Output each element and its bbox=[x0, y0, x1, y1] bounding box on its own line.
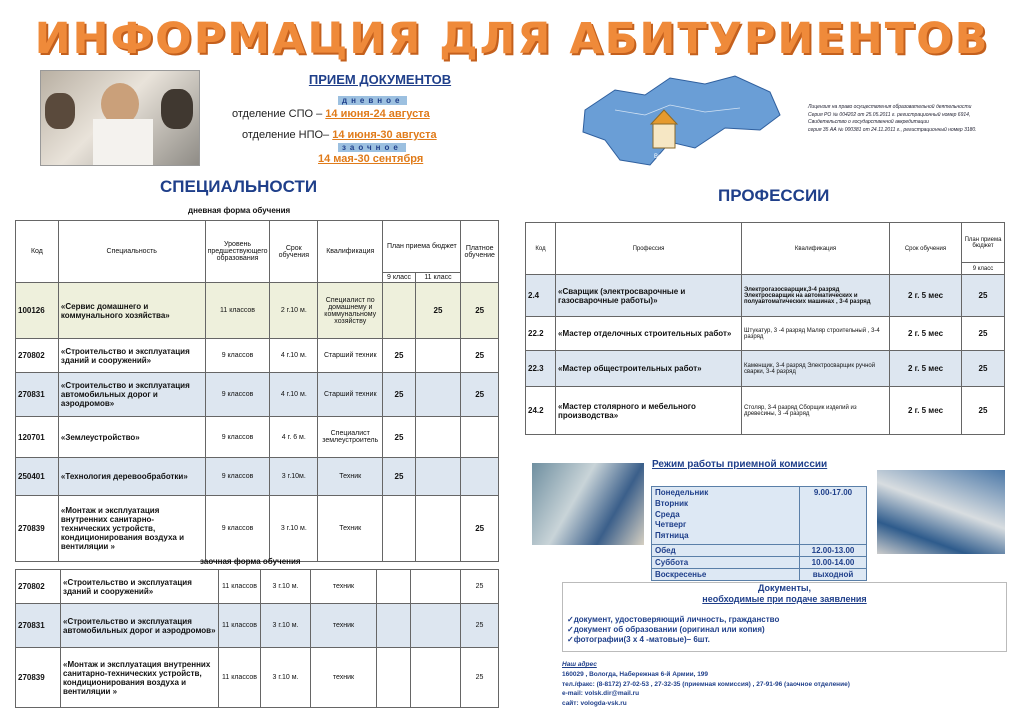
page-title: ИНФОРМАЦИЯ ДЛЯ АБИТУРИЕНТОВ bbox=[34, 14, 990, 64]
cell-plan11 bbox=[415, 339, 461, 373]
spo-label: отделение СПО – bbox=[232, 108, 323, 120]
cell-name: «Мастер отделочных строительных работ» bbox=[556, 317, 742, 351]
cell-code: 120701 bbox=[16, 417, 59, 458]
table-row bbox=[526, 317, 1005, 351]
schedule-row bbox=[652, 545, 867, 557]
cell-code: 22.3 bbox=[526, 351, 556, 387]
col-header: 9 класс bbox=[383, 273, 415, 283]
cell-term: 2 г. 5 мес bbox=[890, 317, 962, 351]
corr-dates: 14 мая-30 сентября bbox=[318, 153, 424, 165]
regime-title: Режим работы приемной комиссии bbox=[652, 459, 828, 470]
region-map bbox=[575, 70, 785, 178]
cell-name: «Монтаж и эксплуатация внутренних санитарно-технических устройств, кондиционирования воздуха и вентиляции » bbox=[61, 648, 219, 708]
computer-class-photo bbox=[877, 470, 1005, 554]
cell-plan11 bbox=[415, 496, 461, 562]
cell-plan: 25 bbox=[962, 317, 1005, 351]
cell-plan11: 25 bbox=[415, 283, 461, 339]
license-info bbox=[808, 104, 1008, 134]
cell-qual: техник bbox=[311, 648, 377, 708]
saturday-label: Суббота bbox=[652, 557, 800, 569]
cell-empty bbox=[411, 570, 461, 604]
col-header: 11 класс bbox=[415, 273, 461, 283]
correspondence-table bbox=[15, 569, 499, 708]
weekdays: Понедельник Вторник Среда Четверг Пятница bbox=[652, 487, 800, 545]
schedule-row bbox=[652, 487, 867, 545]
license-line: серия 35 АА № 000381 от 24.11.2011 г., регистрационный номер 3180. bbox=[808, 126, 977, 133]
cell-name: «Строительство и эксплуатация автомобильных дорог и аэродромов» bbox=[58, 373, 205, 417]
cell-paid: 25 bbox=[461, 604, 499, 648]
cell-plan: 25 bbox=[962, 387, 1005, 435]
cell-term: 2 г. 5 мес bbox=[890, 351, 962, 387]
col-header: Платное обучение bbox=[461, 221, 499, 283]
cell-paid: 25 bbox=[461, 570, 499, 604]
cell-name: «Сварщик (электросварочные и газосварочные работы)» bbox=[556, 275, 742, 317]
col-header: Профессия bbox=[556, 223, 742, 275]
cell-term: 2 г.10 м. bbox=[270, 283, 318, 339]
admission-heading: ПРИЕМ ДОКУМЕНТОВ bbox=[308, 72, 452, 87]
cell-qual: Специалист землеустроитель bbox=[318, 417, 383, 458]
table-row bbox=[16, 417, 499, 458]
spo-dates: 14 июня-24 августа bbox=[325, 108, 430, 120]
check-icon: ✓ bbox=[567, 635, 574, 645]
cell-name: «Землеустройство» bbox=[58, 417, 205, 458]
cell-qual: Штукатур, 3 -4 разряд Маляр строительный , 3-4 разряд bbox=[742, 317, 890, 351]
cell-level: 11 классов bbox=[205, 283, 270, 339]
document-item: документ об образовании (оригинал или копия) bbox=[573, 624, 765, 634]
cell-name: «Монтаж и эксплуатация внутренних санитарно-технических устройств, кондиционирования воздуха и вентиляции » bbox=[58, 496, 205, 562]
col-header: Уровень предшествующего образования bbox=[205, 221, 270, 283]
table-row bbox=[16, 458, 499, 496]
cell-term: 3 г.10 м. bbox=[270, 496, 318, 562]
cell-code: 2.4 bbox=[526, 275, 556, 317]
table-row bbox=[526, 351, 1005, 387]
cell-term: 4 г. 6 м. bbox=[270, 417, 318, 458]
list-item bbox=[567, 635, 1006, 645]
license-line: Свидетельство о государственной аккредитации bbox=[808, 119, 929, 125]
cell-name: «Сервис домашнего и коммунального хозяйства» bbox=[58, 283, 205, 339]
table-row bbox=[16, 339, 499, 373]
cell-name: «Мастер столярного и мебельного производства» bbox=[556, 387, 742, 435]
address-block bbox=[562, 660, 850, 709]
cell-code: 270831 bbox=[16, 604, 61, 648]
cell-name: «Строительство и эксплуатация зданий и сооружений» bbox=[58, 339, 205, 373]
table-row bbox=[526, 275, 1005, 317]
npo-row bbox=[242, 129, 437, 141]
map-city-label: Вологда bbox=[654, 154, 677, 160]
day-mode-label: дневное bbox=[338, 96, 407, 105]
cell-term: 3 г.10 м. bbox=[261, 604, 311, 648]
cell-code: 270839 bbox=[16, 496, 59, 562]
specialties-table bbox=[15, 220, 499, 562]
table-row bbox=[16, 648, 499, 708]
cell-plan9: 25 bbox=[383, 339, 415, 373]
cell-code: 22.2 bbox=[526, 317, 556, 351]
cell-paid: 25 bbox=[461, 339, 499, 373]
cell-code: 270831 bbox=[16, 373, 59, 417]
correspondence-mode-label: заочное bbox=[338, 143, 406, 152]
col-header: Срок обучения bbox=[270, 221, 318, 283]
list-item bbox=[567, 625, 1006, 635]
students-photo bbox=[40, 70, 200, 166]
col-header: План приема бюджет bbox=[962, 223, 1005, 263]
phone-line: тел./факс: (8-8172) 27-02-53 , 27-32-35 (приемная комиссия) , 27-91-96 (заочное отделение) bbox=[562, 680, 850, 688]
check-icon: ✓ bbox=[567, 614, 574, 624]
cell-level: 9 классов bbox=[205, 496, 270, 562]
cell-paid bbox=[461, 417, 499, 458]
col-header: План приема бюджет bbox=[383, 221, 461, 273]
lunch-label: Обед bbox=[652, 545, 800, 557]
cell-plan: 25 bbox=[962, 351, 1005, 387]
cell-code: 100126 bbox=[16, 283, 59, 339]
cell-code: 24.2 bbox=[526, 387, 556, 435]
cell-name: «Строительство и эксплуатация автомобильных дорог и аэродромов» bbox=[61, 604, 219, 648]
schedule-row bbox=[652, 557, 867, 569]
cell-paid: 25 bbox=[461, 373, 499, 417]
cell-paid: 25 bbox=[461, 496, 499, 562]
professions-title: ПРОФЕССИИ bbox=[718, 186, 830, 205]
document-item: документ, удостоверяющий личность, гражданство bbox=[573, 614, 780, 624]
cell-qual: Каменщик, 3-4 разряд Электросварщик ручной сварки, 3-4 разряд bbox=[742, 351, 890, 387]
sunday-label: Воскресенье bbox=[652, 569, 800, 581]
address-line: 160029 , Вологда, Набережная 6-й Армии, 199 bbox=[562, 670, 709, 678]
npo-dates: 14 июня-30 августа bbox=[332, 129, 437, 141]
col-header: Квалификация bbox=[742, 223, 890, 275]
cell-empty bbox=[411, 604, 461, 648]
col-header: Код bbox=[16, 221, 59, 283]
cell-code: 270802 bbox=[16, 339, 59, 373]
cell-term: 4 г.10 м. bbox=[270, 373, 318, 417]
cell-code: 270839 bbox=[16, 648, 61, 708]
cell-plan9: 25 bbox=[383, 417, 415, 458]
documents-box bbox=[562, 582, 1007, 652]
cell-level: 11 классов bbox=[219, 570, 261, 604]
cell-level: 9 классов bbox=[205, 458, 270, 496]
email-link[interactable]: e-mail: volsk.dir@mail.ru bbox=[562, 690, 640, 698]
cell-plan11 bbox=[415, 373, 461, 417]
cell-qual: Столяр, 3-4 разряд Сборщик изделий из древесины, 3 -4 разряд bbox=[742, 387, 890, 435]
cell-term: 2 г. 5 мес bbox=[890, 387, 962, 435]
cell-term: 2 г. 5 мес bbox=[890, 275, 962, 317]
cell-term: 3 г.10м. bbox=[270, 458, 318, 496]
cell-empty bbox=[377, 570, 411, 604]
cell-level: 9 классов bbox=[205, 373, 270, 417]
license-line: Лицензия на право осуществления образовательной деятельности bbox=[808, 104, 972, 110]
cell-code: 250401 bbox=[16, 458, 59, 496]
cell-name: «Технология деревообработки» bbox=[58, 458, 205, 496]
cell-qual: Специалист по домашнему и коммунальному хозяйству bbox=[318, 283, 383, 339]
license-line: Серия РО № 004202 от 25.05.2011 г. регистрационный номер 6914, bbox=[808, 111, 971, 118]
col-header: Код bbox=[526, 223, 556, 275]
schedule-table bbox=[651, 486, 867, 581]
check-icon: ✓ bbox=[567, 624, 574, 634]
cell-plan11 bbox=[415, 458, 461, 496]
cell-name: «Мастер общестроительных работ» bbox=[556, 351, 742, 387]
cell-level: 11 классов bbox=[219, 604, 261, 648]
cell-empty bbox=[377, 648, 411, 708]
table-row bbox=[16, 283, 499, 339]
cell-qual: Техник bbox=[318, 458, 383, 496]
table-row bbox=[16, 373, 499, 417]
specialties-title: СПЕЦИАЛЬНОСТИ bbox=[160, 177, 318, 196]
col-header: 9 класс bbox=[962, 263, 1005, 275]
correspondence-form-label: заочная форма обучения bbox=[200, 557, 301, 566]
cell-level: 11 классов bbox=[219, 648, 261, 708]
cell-empty bbox=[377, 604, 411, 648]
cell-qual: техник bbox=[311, 604, 377, 648]
cell-qual: Старший техник bbox=[318, 373, 383, 417]
cell-level: 9 классов bbox=[205, 339, 270, 373]
list-item bbox=[567, 615, 1006, 625]
weekday-hours: 9.00-17.00 bbox=[800, 487, 867, 545]
cell-plan9: 25 bbox=[383, 373, 415, 417]
schedule-row bbox=[652, 569, 867, 581]
table-row bbox=[526, 387, 1005, 435]
documents-list bbox=[567, 615, 1006, 646]
cell-plan9 bbox=[383, 496, 415, 562]
cell-qual: Электрогазосварщик,3-4 разряд Электросварщик на автоматических и полуавтоматических машинах , 3-4 разряд bbox=[742, 275, 890, 317]
cell-code: 270802 bbox=[16, 570, 61, 604]
document-item: фотографии(3 х 4 -матовые)– 6шт. bbox=[573, 635, 710, 645]
cell-term: 3 г.10 м. bbox=[261, 570, 311, 604]
cell-qual: Старший техник bbox=[318, 339, 383, 373]
cell-plan11 bbox=[415, 417, 461, 458]
cell-plan9 bbox=[383, 283, 415, 339]
col-header: Специальность bbox=[58, 221, 205, 283]
website-link[interactable]: сайт: vologda-vsk.ru bbox=[562, 700, 627, 707]
professions-table bbox=[525, 222, 1005, 435]
cell-name: «Строительство и эксплуатация зданий и сооружений» bbox=[61, 570, 219, 604]
cell-term: 4 г.10 м. bbox=[270, 339, 318, 373]
cell-paid bbox=[461, 458, 499, 496]
documents-subtitle: необходимые при подаче заявления bbox=[702, 593, 867, 604]
address-heading: Наш адрес bbox=[562, 661, 597, 668]
table-row bbox=[16, 496, 499, 562]
workshop-photo bbox=[532, 463, 644, 545]
documents-title: Документы, bbox=[757, 583, 812, 593]
col-header: Срок обучения bbox=[890, 223, 962, 275]
corr-row bbox=[318, 153, 423, 165]
table-row bbox=[16, 604, 499, 648]
sunday-hours: выходной bbox=[800, 569, 867, 581]
cell-paid: 25 bbox=[461, 283, 499, 339]
npo-label: отделение НПО– bbox=[242, 129, 330, 141]
saturday-hours: 10.00-14.00 bbox=[800, 557, 867, 569]
table-row bbox=[16, 570, 499, 604]
day-form-label: дневная форма обучения bbox=[188, 206, 291, 215]
cell-plan9: 25 bbox=[383, 458, 415, 496]
cell-empty bbox=[411, 648, 461, 708]
lunch-hours: 12.00-13.00 bbox=[800, 545, 867, 557]
col-header: Квалификация bbox=[318, 221, 383, 283]
cell-paid: 25 bbox=[461, 648, 499, 708]
cell-qual: техник bbox=[311, 570, 377, 604]
cell-plan: 25 bbox=[962, 275, 1005, 317]
spo-row bbox=[232, 108, 430, 120]
cell-term: 3 г.10 м. bbox=[261, 648, 311, 708]
cell-level: 9 классов bbox=[205, 417, 270, 458]
cell-qual: Техник bbox=[318, 496, 383, 562]
